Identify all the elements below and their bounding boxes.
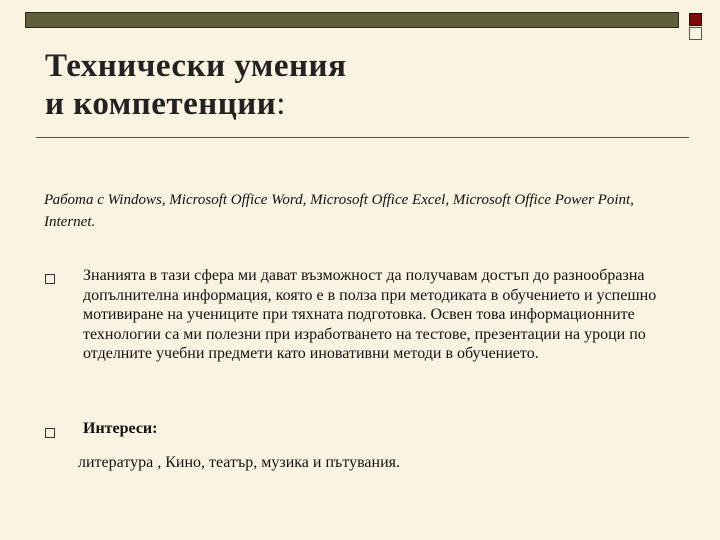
title-colon: : <box>276 86 286 122</box>
bullet-square-icon <box>45 274 55 284</box>
title-line-1: Технически умения <box>45 48 347 84</box>
page-title <box>45 47 346 123</box>
skills-description: Знанията в тази сфера ми дават възможност да получавам достъп до разнообразна допълнителна информация, която е в полза при методиката в обучението и успешно мотивиране на учениците при тяхната подготовка. Освен това информационните технологии са ми полезни при изработването на тестове, презентации на уроци по отделните учебни предмети като иновативни методи в обучението. <box>83 267 657 362</box>
software-skills-text: Работа с Windows, Microsoft Office Word, Microsoft Office Excel, Microsoft Office Power Point, Internet. <box>44 192 634 230</box>
header-bar <box>25 12 679 28</box>
interests-list: литература , Кино, театър, музика и пътувания. <box>78 454 400 471</box>
interests-label: Интереси: <box>83 420 158 437</box>
bullet-square-icon <box>45 428 55 438</box>
title-divider <box>36 137 689 138</box>
title-line-2: и компетенции <box>45 86 277 122</box>
corner-square-dark-icon <box>689 13 702 26</box>
corner-square-light-icon <box>689 27 702 40</box>
